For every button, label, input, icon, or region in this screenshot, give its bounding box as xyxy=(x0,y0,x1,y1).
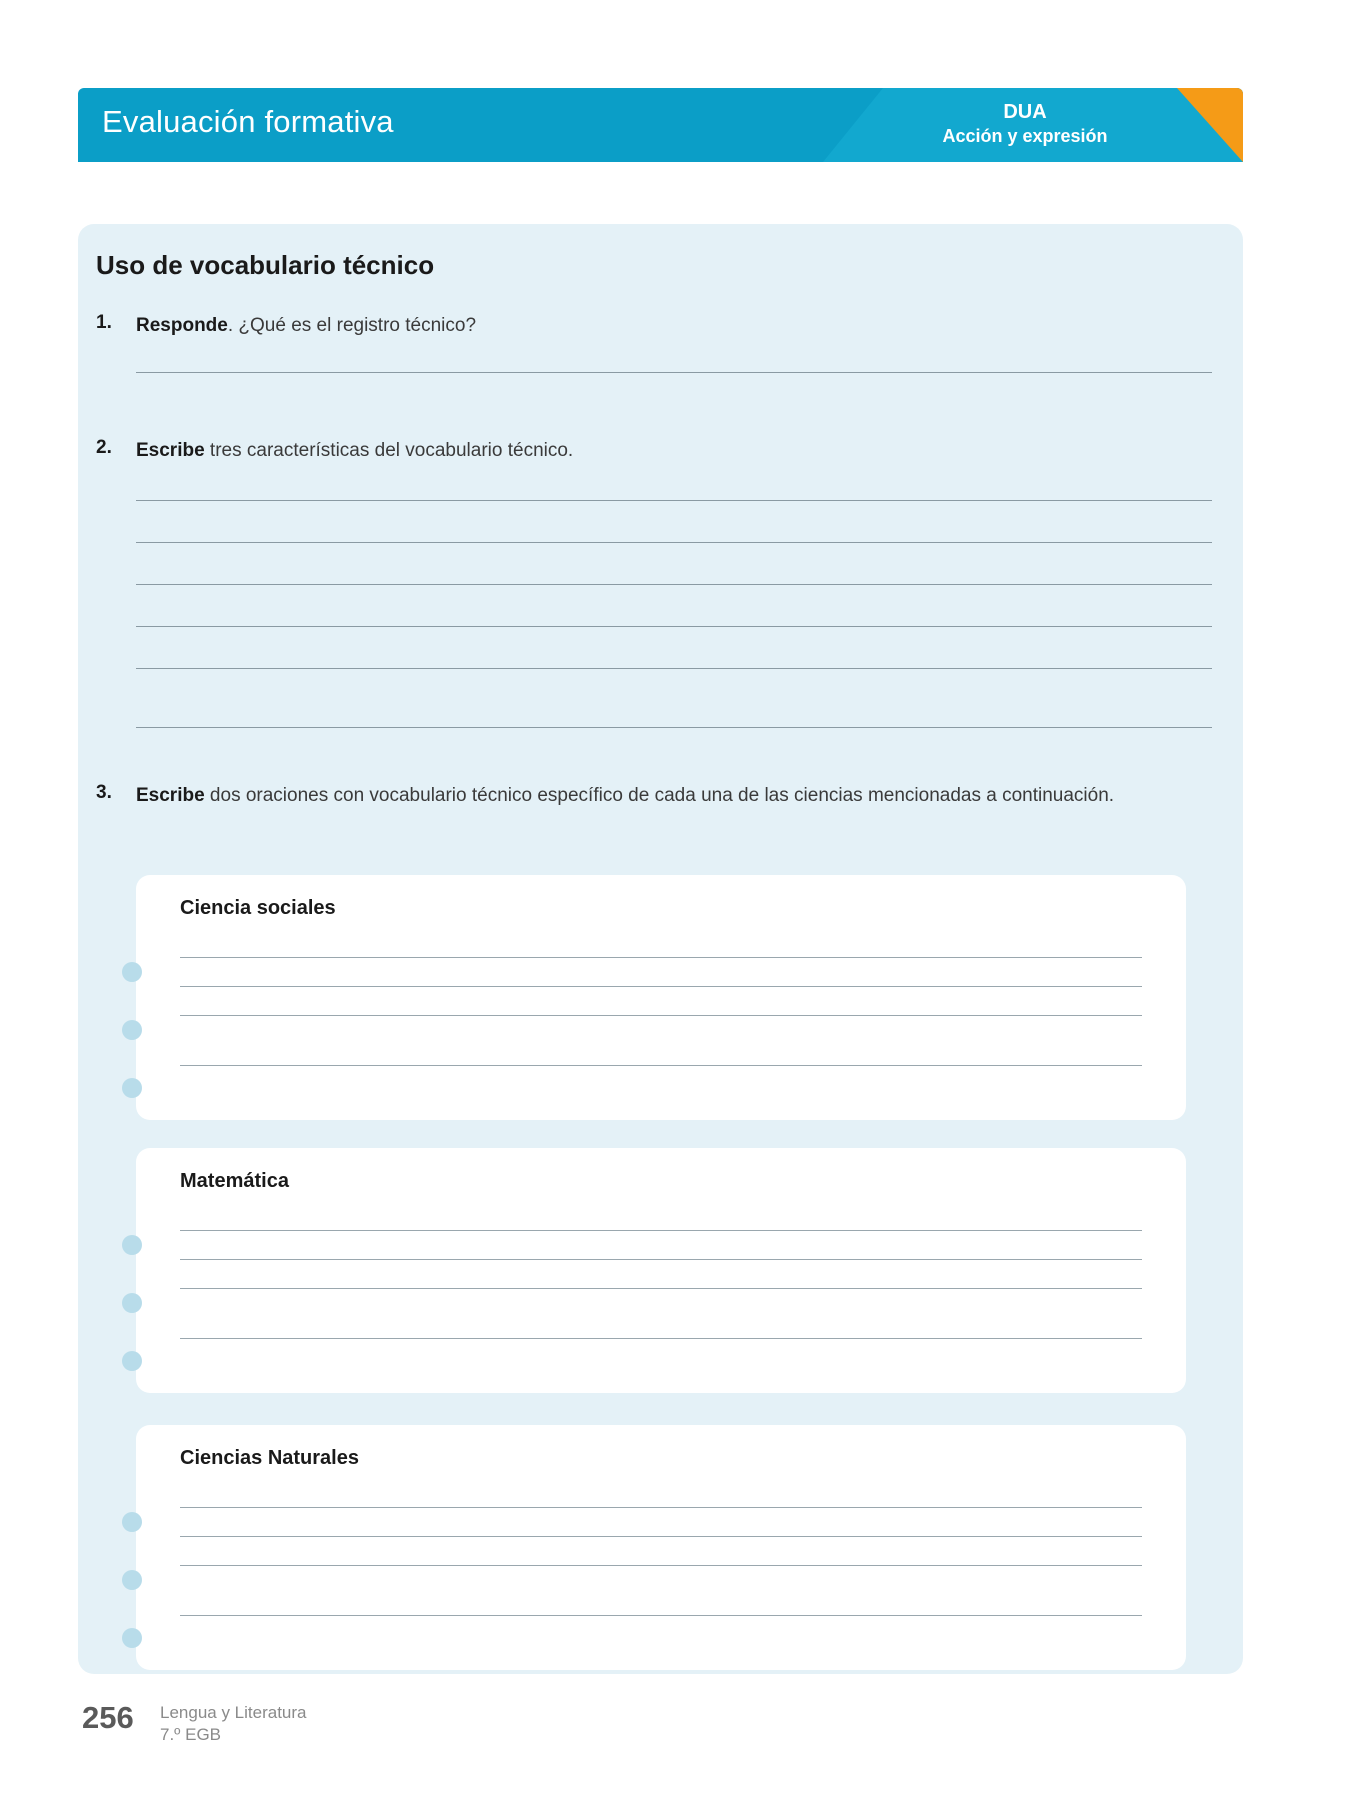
card-ciencias-naturales xyxy=(136,1425,1186,1670)
card-matematica xyxy=(136,1148,1186,1393)
card-ciencia-sociales xyxy=(136,875,1186,1120)
bullet-dot xyxy=(122,1235,142,1255)
page-number: 256 xyxy=(82,1700,134,1735)
header-title: Evaluación formativa xyxy=(102,104,394,139)
answer-line[interactable] xyxy=(136,500,1212,501)
item-1-verb: Responde xyxy=(136,315,228,336)
item-3-text xyxy=(136,782,1236,810)
answer-line[interactable] xyxy=(180,1015,1142,1016)
answer-line[interactable] xyxy=(180,1615,1142,1616)
item-1-rest: . ¿Qué es el registro técnico? xyxy=(227,315,477,336)
header-banner xyxy=(78,88,1243,162)
item-2-verb: Escribe xyxy=(136,440,205,461)
item-1-text xyxy=(136,312,1176,340)
bullet-dot xyxy=(122,1293,142,1313)
dua-label xyxy=(865,100,1185,148)
answer-line[interactable] xyxy=(180,1565,1142,1566)
answer-line[interactable] xyxy=(136,727,1212,728)
bullet-dot xyxy=(122,1570,142,1590)
bullet-dot xyxy=(122,1020,142,1040)
bullet-dot xyxy=(122,962,142,982)
answer-line[interactable] xyxy=(180,1507,1142,1508)
answer-line[interactable] xyxy=(136,668,1212,669)
answer-line[interactable] xyxy=(180,1536,1142,1537)
item-3-number: 3. xyxy=(96,782,112,803)
bullet-dot xyxy=(122,1512,142,1532)
answer-line[interactable] xyxy=(180,1259,1142,1260)
bullet-dot xyxy=(122,1351,142,1371)
answer-line[interactable] xyxy=(180,1065,1142,1066)
section-title: Uso de vocabulario técnico xyxy=(96,250,435,280)
item-2-rest: tres características del vocabulario técnico. xyxy=(204,440,574,461)
answer-line[interactable] xyxy=(180,1338,1142,1339)
answer-line[interactable] xyxy=(180,1288,1142,1289)
answer-line[interactable] xyxy=(180,957,1142,958)
item-2-number: 2. xyxy=(96,437,112,458)
card-title: Matemática xyxy=(180,1170,289,1192)
answer-line[interactable] xyxy=(136,542,1212,543)
footer-subject: Lengua y Literatura xyxy=(160,1703,307,1722)
answer-line[interactable] xyxy=(180,1230,1142,1231)
answer-line[interactable] xyxy=(136,372,1212,373)
item-2-text xyxy=(136,437,1176,465)
answer-line[interactable] xyxy=(136,584,1212,585)
footer-grade: 7.º EGB xyxy=(160,1725,222,1744)
card-title: Ciencias Naturales xyxy=(180,1447,359,1469)
item-1-number: 1. xyxy=(96,312,112,333)
item-3-verb: Escribe xyxy=(136,785,205,806)
card-title: Ciencia sociales xyxy=(180,897,336,919)
dua-subtitle: Acción y expresión xyxy=(942,126,1108,146)
bullet-dot xyxy=(122,1078,142,1098)
bullet-dot xyxy=(122,1628,142,1648)
answer-line[interactable] xyxy=(180,986,1142,987)
answer-line[interactable] xyxy=(136,626,1212,627)
item-3-rest: dos oraciones con vocabulario técnico específico de cada una de las ciencias mencionadas a continuación. xyxy=(204,785,1115,806)
dua-title: DUA xyxy=(1003,101,1047,123)
